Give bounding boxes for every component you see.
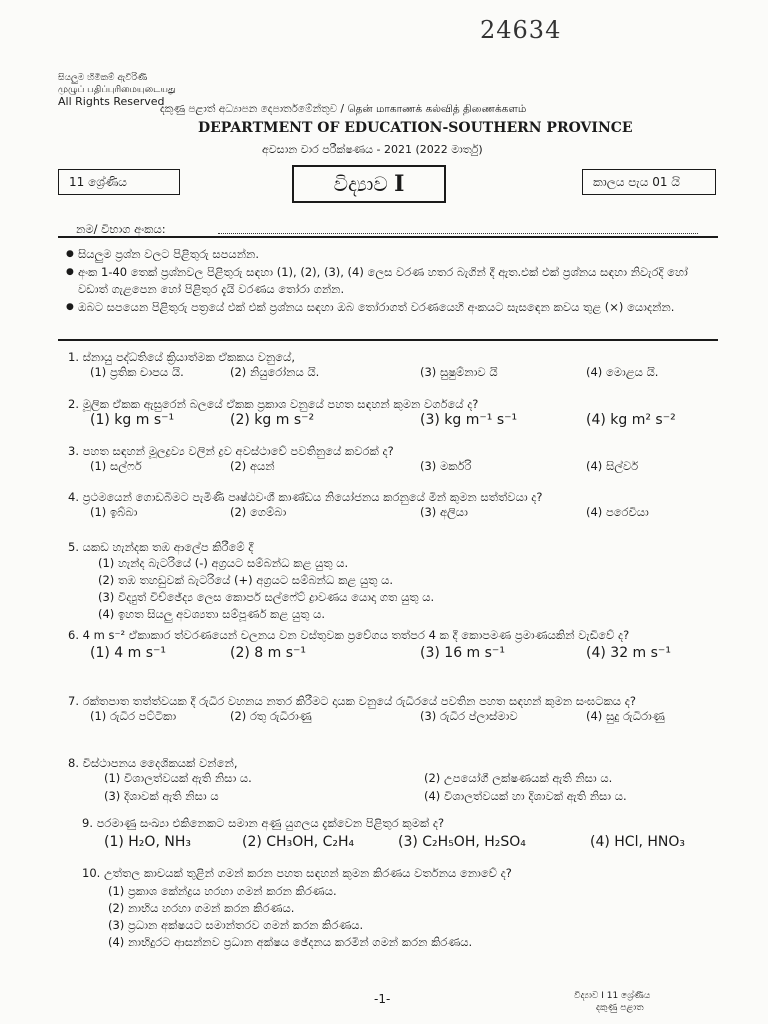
option-4: (4) ඉහත සියලු අවශ්‍යතා සම්පූර්ණ කළ යුතු ය.: [98, 607, 326, 621]
footer-province: දකුණු පළාත: [596, 1003, 644, 1013]
option-3: (3) 16 m s⁻¹: [420, 645, 505, 661]
option-4: (4) kg m² s⁻²: [586, 412, 676, 428]
instructions: [66, 246, 716, 317]
question-stem: 3. පහත සඳහන් මූලද්‍රව්‍ය වලින් ද්‍රව අවස්ථාවේ පවතිනුයේ කවරක් ද?: [68, 444, 394, 458]
rights-sinhala: සියලුම හිමිකම් ඇවිරිණි: [58, 73, 148, 83]
question-stem: 6. 4 m s⁻² ඒකාකාර ත්වරණයෙන් චලනය වන වස්තුවක ප්‍රවේගය තත්පර 4 ක දී කොපමණ ප්‍රමාණයකින් වැඩිවේ ද?: [68, 628, 630, 642]
subject-box: [292, 165, 446, 203]
option-3: (3) විද්‍යුත් විච්ඡේද්‍ය ලෙස කොපර් සල්ෆේට් ද්‍රාවණය යොදා ගත යුතු ය.: [98, 590, 435, 604]
question-stem: 9. පරමාණු සංඛ්‍යා එකිනෙකට සමාන අණු යුගලය දැක්වෙන පිළිතුර කුමක් ද?: [82, 816, 445, 830]
instruction-item: ● ඔබට සපයෙන පිළිතුරු පත්‍රයේ එක් එක් ප්‍රශ්නය සඳහා ඔබ තෝරාගත් වරණයෙහි අංකයට සැසඳෙන කවය තුළ (×) යොදන්න.: [66, 299, 716, 316]
copyright-notice: [58, 72, 176, 108]
question-1: [68, 350, 728, 383]
question-stem: 5. යකඩ හැන්දක තඹ ආලේප කිරීමේ දී: [68, 540, 254, 554]
option-3: (3) සුෂුම්නාව යි: [420, 365, 498, 379]
question-stem: 8. විස්ථාපනය දෛශිකයක් වන්නේ,: [68, 756, 238, 770]
option-2: (2) 8 m s⁻¹: [230, 645, 307, 661]
instruction-item: ● සියලුම ප්‍රශ්න වලට පිළිතුරු සපයන්න.: [66, 246, 716, 263]
option-3: (3) ප්‍රධාන අක්ෂයට සමාන්තරව ගමන් කරන කිරණය.: [108, 918, 364, 932]
grade-box: 11 ශ්‍රේණිය: [58, 169, 180, 195]
question-3: [68, 444, 728, 477]
option-4: (4) මොළය යි.: [586, 365, 659, 379]
option-1: (1) සල්ෆර්: [90, 459, 142, 473]
option-1: (1) H₂O, NH₃: [104, 834, 191, 850]
time-box: කාලය පැය 01 යි: [582, 169, 716, 195]
option-1: (1) විශාලත්වයක් ඇති නිසා ය.: [104, 771, 252, 785]
question-5: [68, 540, 728, 623]
option-3: (3) kg m⁻¹ s⁻¹: [420, 412, 518, 428]
question-stem: 10. උත්තල කාචයක් තුළින් ගමන් කරන පහත සඳහන් කුමන කිරණය වර්තනය නොවේ ද?: [82, 866, 512, 880]
option-2: (2) CH₃OH, C₂H₄: [242, 834, 355, 850]
option-1: (1) 4 m s⁻¹: [90, 645, 167, 661]
exam-title: අවසාන වාර පරීක්ෂණය - 2021 (2022 මාර්තු): [262, 143, 483, 156]
option-2: (2) kg m s⁻²: [230, 412, 315, 428]
question-stem: 2. මූලික ඒකක ඇසුරෙන් බලයේ ඒකක ප්‍රකාශ වනුයේ පහත සඳහන් කුමන වර්ගයේ ද?: [68, 397, 479, 411]
option-3: (3) දිශාවක් ඇති නිසා ය: [104, 789, 219, 803]
question-stem: 7. රක්තපාත තත්ත්වයක දී රුධිර වහනය නතර කිරීමට දායක වනුයේ රුධිරයේ පවතින පහත සඳහන් කුමන සංඝටකය ද?: [68, 694, 636, 708]
ministry-line: දකුණු පළාත් අධ්‍යාපන දෙපාර්තමේන්තුව / தென் மாகாணக் கல்வித் திணைக்களம்: [160, 103, 527, 115]
question-10: [68, 866, 728, 951]
question-6: [68, 628, 728, 663]
option-2: (2) උපයෝගී ලක්ෂණයක් ඇති නිසා ය.: [424, 771, 613, 785]
question-stem: 4. ප්‍රථමයෙන් ගොඩබිමට පැමිණි පෘෂ්ඨවංශී කාණ්ඩය නියෝජනය කරනුයේ මින් කුමන සත්ත්වයා ද?: [68, 490, 543, 504]
option-4: (4) නාභිදුරට ආසන්නව ප්‍රධාන අක්ෂය ඡේදනය කරමින් ගමන් කරන කිරණය.: [108, 935, 473, 949]
instruction-item: ● අංක 1-40 තෙක් ප්‍රශ්නවල පිළිතුරු සඳහා (1), (2), (3), (4) ලෙස වරණ හතර බැගින් දී ඇත.එක් එක් ප්‍රශ්නය සඳහා නිවැරදි හෝ වඩාත් ගැළපෙන හෝ පිළිතුර දැයි වරණය තෝරා ගන්න.: [66, 264, 716, 298]
rights-english: All Rights Reserved: [58, 95, 165, 108]
option-1: (1) ප්‍රතික චාපය යි.: [90, 365, 184, 379]
page-number: -1-: [374, 992, 391, 1006]
option-2: (2) නියුරෝනය යි.: [230, 365, 320, 379]
question-stem: 1. ස්නායු පද්ධතියේ ක්‍රියාත්මක ඒකකය වනුයේ,: [68, 350, 295, 364]
paper-serial-number: 24634: [480, 16, 562, 44]
subject-name: විද්‍යාව: [333, 172, 388, 196]
option-3: (3) C₂H₅OH, H₂SO₄: [398, 834, 526, 850]
option-2: (2) රතු රුධිරාණු: [230, 709, 312, 723]
question-4: [68, 490, 728, 523]
subject-paper: I: [394, 171, 405, 197]
option-4: (4) 32 m s⁻¹: [586, 645, 671, 661]
question-9: [68, 816, 728, 852]
option-2: (2) නාභිය හරහා ගමන් කරන කිරණය.: [108, 901, 295, 915]
option-4: (4) සිල්වර්: [586, 459, 639, 473]
name-fill-line: [218, 222, 698, 234]
instructions-divider: [58, 339, 718, 341]
option-3: (3) මර්කරි: [420, 459, 472, 473]
option-2: (2) ගෙම්බා: [230, 505, 287, 519]
department-title: DEPARTMENT OF EDUCATION-SOUTHERN PROVINCE: [198, 120, 633, 136]
option-1: (1) රුධිර පට්ටිකා: [90, 709, 177, 723]
name-label: නම/ විභාග අංකය:: [76, 222, 166, 236]
question-7: [68, 694, 728, 727]
option-2: (2) තඹ තහඩුවක් බැටරියේ (+) අග්‍රයට සම්බන්ධ කළ යුතු ය.: [98, 573, 394, 587]
question-8: [68, 756, 728, 807]
option-1: (1) ඉබ්බා: [90, 505, 138, 519]
footer-subject-grade: විද්‍යාව I 11 ශ්‍රේණිය: [574, 991, 651, 1001]
question-2: [68, 397, 728, 430]
option-4: (4) විශාලත්වයක් හා දිශාවක් ඇති නිසා ය.: [424, 789, 627, 803]
footer-tag: [574, 990, 650, 1014]
option-1: (1) හැන්ද බැටරියේ (-) අග්‍රයට සම්බන්ධ කළ යුතු ය.: [98, 556, 349, 570]
option-3: (3) අලියා: [420, 505, 468, 519]
option-1: (1) ප්‍රකාශ කේන්ද්‍රය හරහා ගමන් කරන කිරණය.: [108, 884, 337, 898]
option-4: (4) HCl, HNO₃: [590, 834, 686, 850]
option-4: (4) පරෙවියා: [586, 505, 649, 519]
option-2: (2) අයන්: [230, 459, 275, 473]
rights-tamil: முழுப் பதிப்புரிமையுடையது: [58, 85, 176, 95]
option-4: (4) සුදු රුධිරාණු: [586, 709, 665, 723]
option-1: (1) kg m s⁻¹: [90, 412, 175, 428]
top-divider: [58, 236, 718, 238]
option-3: (3) රුධිර ප්ලාස්මාව: [420, 709, 518, 723]
